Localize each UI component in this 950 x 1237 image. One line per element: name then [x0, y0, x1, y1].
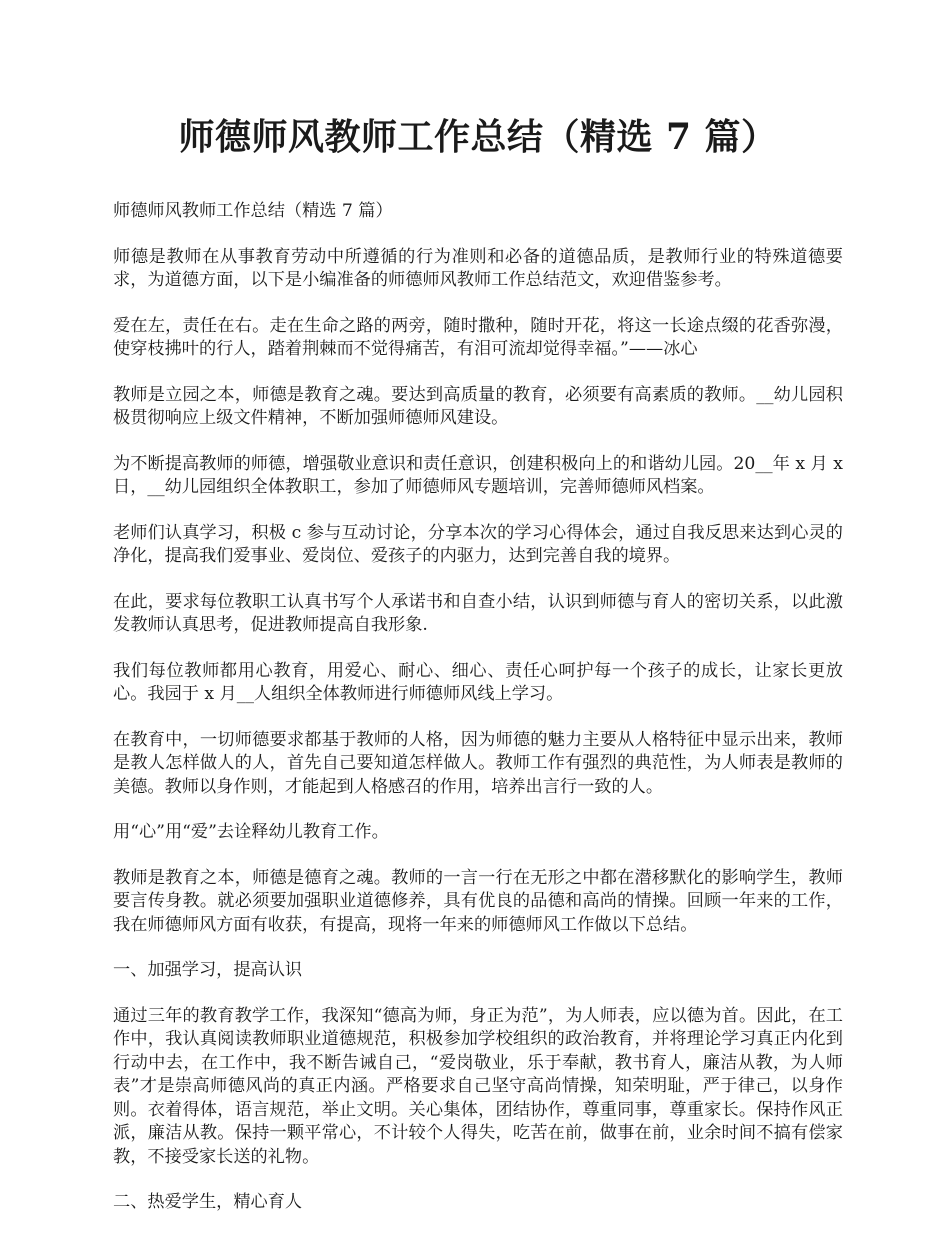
document-page: [113, 112, 843, 1237]
section-heading-2: 二、热爱学生，精心育人: [113, 1192, 303, 1212]
section-heading-1: 一、加强学习，提高认识: [113, 960, 303, 980]
body-paragraph: 在教育中，一切师德要求都基于教师的人格，因为师德的魅力主要从人格特征中显示出来，教师是教人怎样做人的人，首先自己要知道怎样做人。教师工作有强烈的典范性，为人师表是教师的美德。教师以身作则，才能起到人格感召的作用，培养出言行一致的人。: [113, 729, 843, 797]
body-paragraph: 通过三年的教育教学工作，我深知“德高为师，身正为范”，为人师表，应以德为首。因此，在工作中，我认真阅读教师职业道德规范，积极参加学校组织的政治教育，并将理论学习真正内化到行动中去，在工作中，我不断告诫自己，“爱岗敬业，乐于奉献，教书育人，廉洁从教，为人师表”才是崇高师德风尚的真正内涵。严格要求自己坚守高尚情操，知荣明耻，严于律己，以身作则。衣着得体，语言规范，举止文明。关心集体，团结协作，尊重同事，尊重家长。保持作风正派，廉洁从教。保持一颗平常心，不计较个人得失，吃苦在前，做事在前，业余时间不搞有偿家教，不接受家长送的礼物。: [113, 1005, 843, 1167]
body-paragraph: 用“心”用“爱”去诠释幼儿教育工作。: [113, 822, 389, 842]
body-paragraph: 教师是教育之本，师德是德育之魂。教师的一言一行在无形之中都在潜移默化的影响学生，教师要言传身教。就必须要加强职业道德修养，具有优良的品德和高尚的情操。回顾一年来的工作，我在师德师风方面有收获，有提高，现将一年来的师德师风工作做以下总结。: [113, 867, 843, 935]
intro-paragraph: 师德是教师在从事教育劳动中所遵循的行为准则和必备的道德品质，是教师行业的特殊道德要求，为道德方面，以下是小编准备的师德师风教师工作总结范文，欢迎借鉴参考。: [113, 246, 843, 290]
body-paragraph: 在此，要求每位教职工认真书写个人承诺书和自查小结，认识到师德与育人的密切关系，以此激发教师认真思考，促进教师提高自我形象.: [113, 591, 843, 635]
body-paragraph: 我们每位教师都用心教育，用爱心、耐心、细心、责任心呵护每一个孩子的成长，让家长更放心。我园于 x 月__人组织全体教师进行师德师风线上学习。: [113, 660, 843, 704]
body-paragraph: 教师是立园之本，师德是教育之魂。要达到高质量的教育，必须要有高素质的教师。__幼儿园积极贯彻响应上级文件精神，不断加强师德师风建设。: [113, 384, 843, 428]
body-paragraph: 老师们认真学习，积极 c 参与互动讨论，分享本次的学习心得体会，通过自我反思来达到心灵的净化，提高我们爱事业、爱岗位、爱孩子的内驱力，达到完善自我的境界。: [113, 522, 843, 566]
body-paragraph: 为不断提高教师的师德，增强敬业意识和责任意识，创建积极向上的和谐幼儿园。20__年 x 月 x 日，__幼儿园组织全体教职工，参加了师德师风专题培训，完善师德师风档案。: [113, 453, 843, 497]
document-title: 师德师风教师工作总结（精选 7 篇）: [178, 116, 778, 158]
quote-paragraph: 爱在左，责任在右。走在生命之路的两旁，随时撒种，随时开花，将这一长途点缀的花香弥漫，使穿枝拂叶的行人，踏着荆棘而不觉得痛苦，有泪可流却觉得幸福。”——冰心: [113, 315, 843, 359]
subtitle-paragraph: 师德师风教师工作总结（精选 7 篇）: [113, 201, 393, 221]
